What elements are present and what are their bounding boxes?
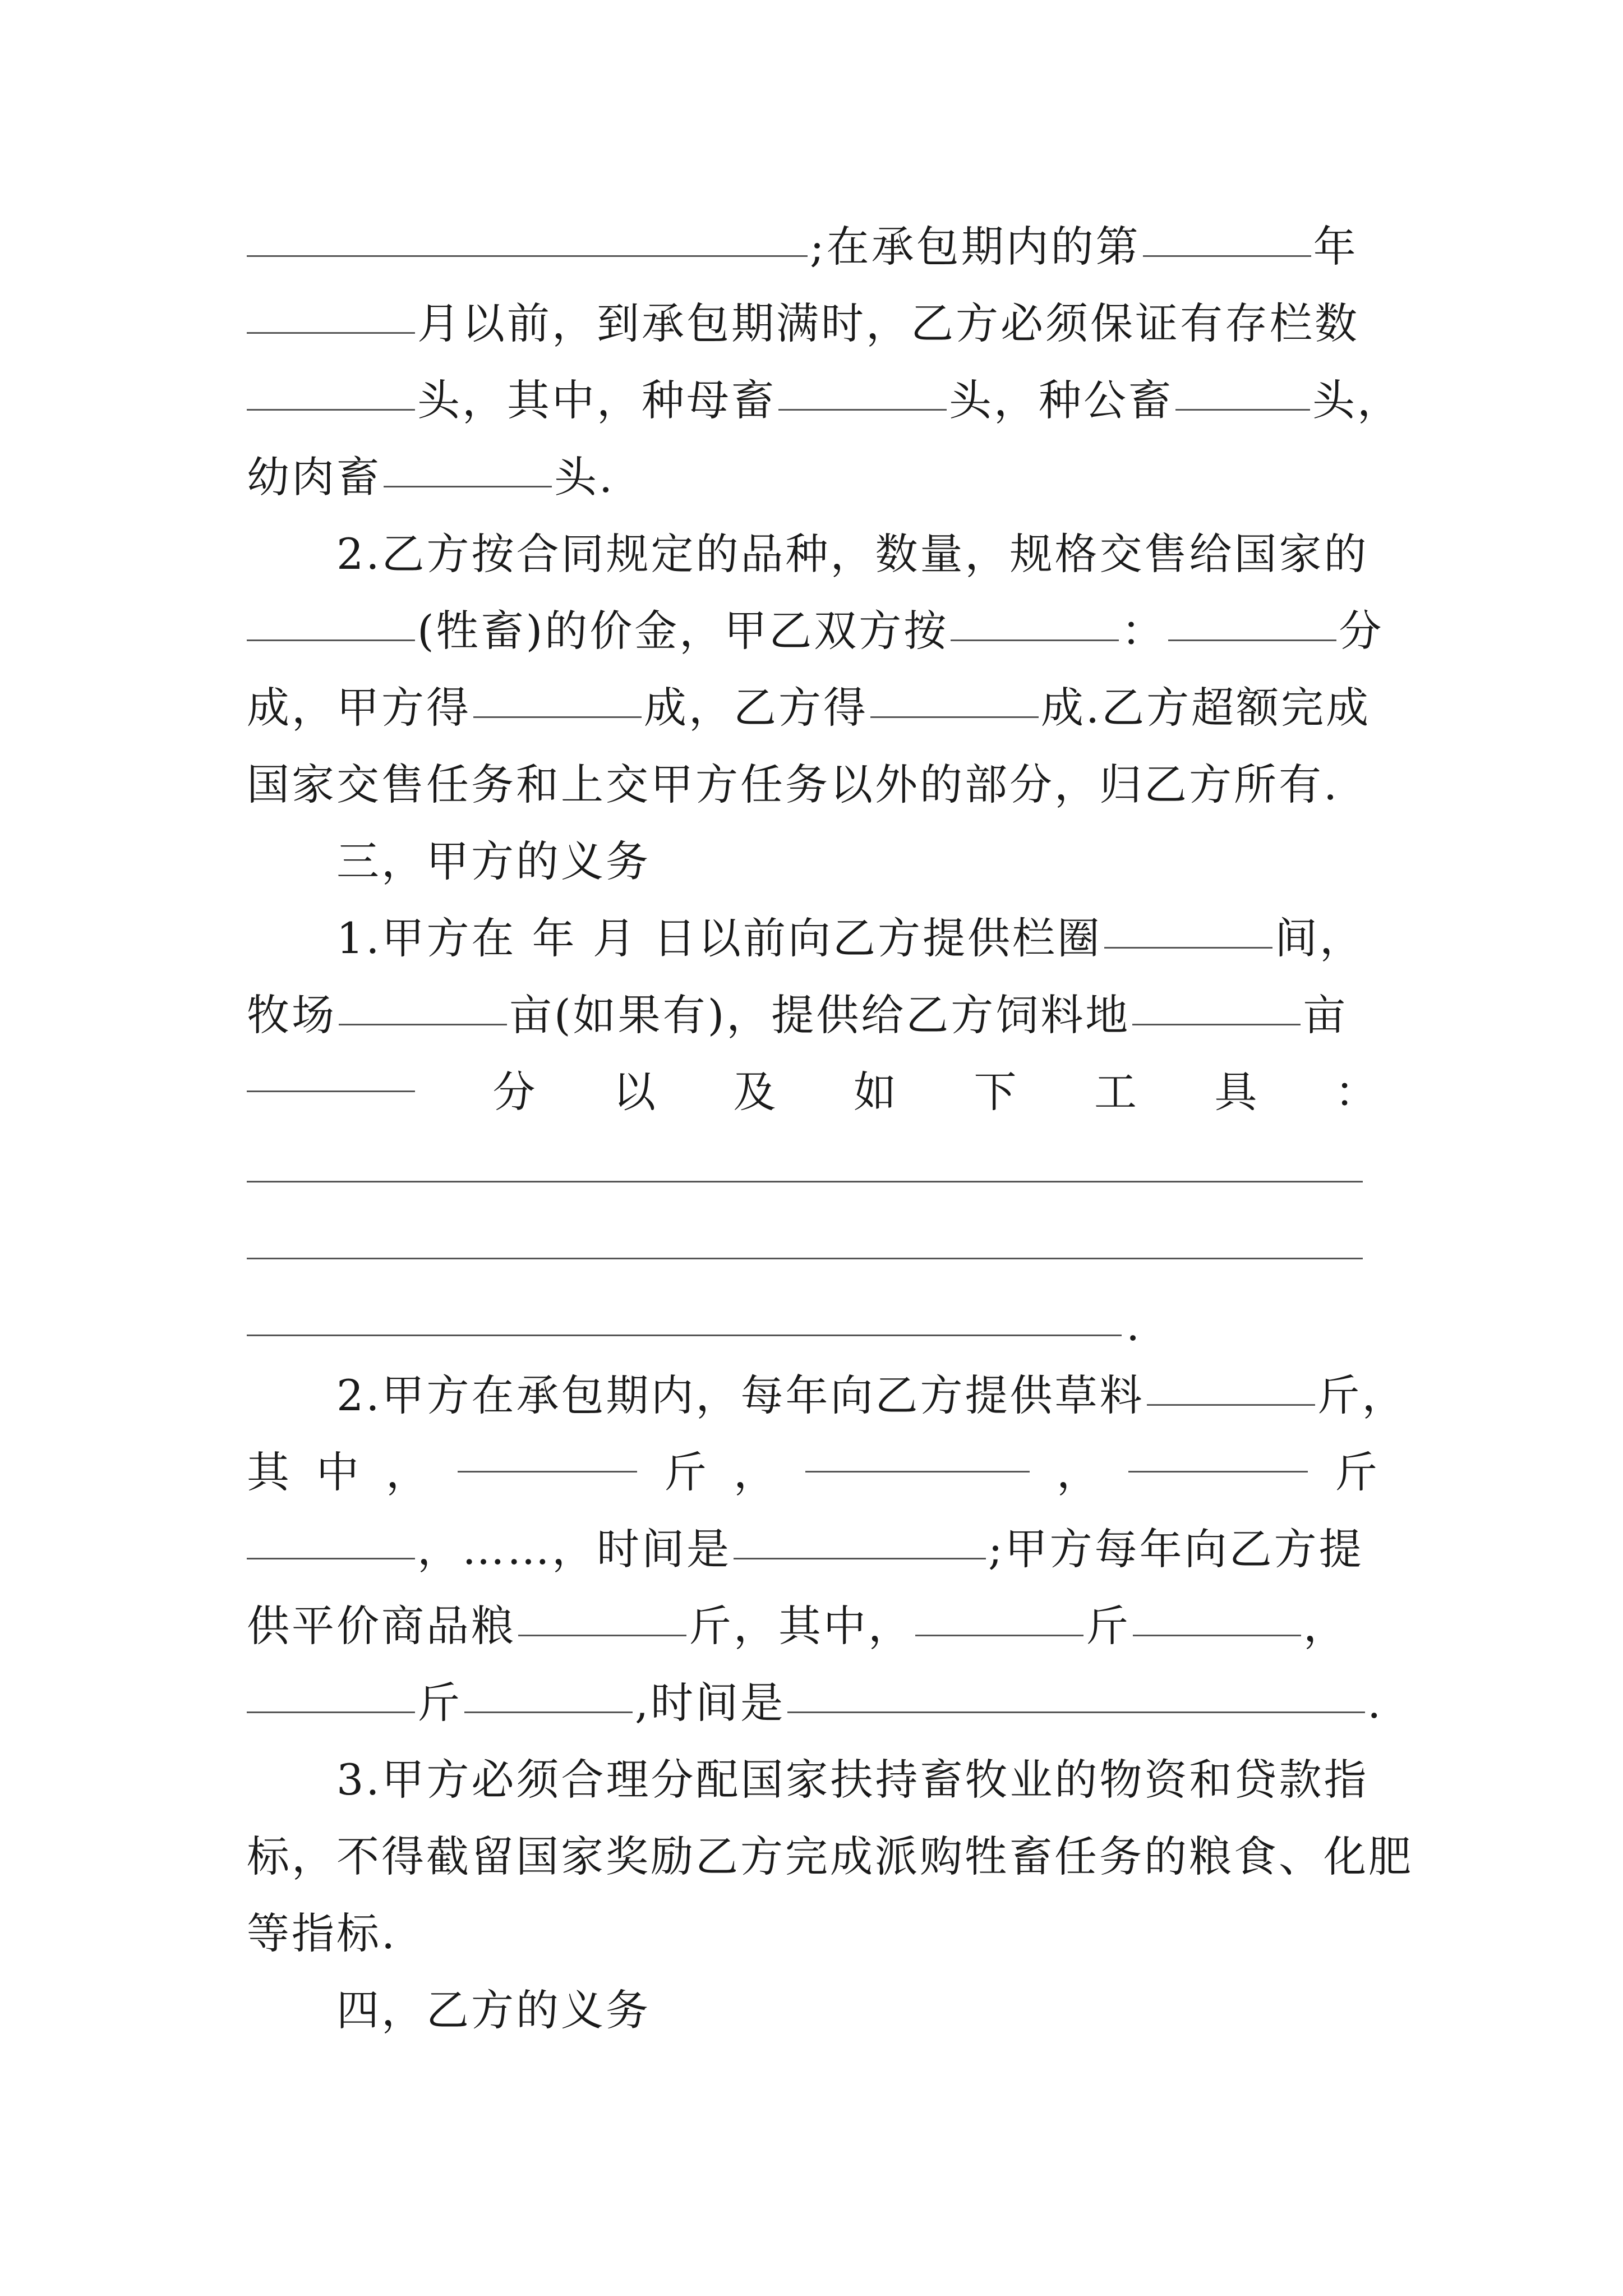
text: 斤， [1317,1370,1407,1420]
fill-blank[interactable] [247,407,415,411]
fill-blank[interactable] [339,1022,507,1025]
fill-blank[interactable] [778,407,947,411]
text: 及 [733,1067,778,1117]
fill-line[interactable] [247,1181,1363,1182]
fill-line[interactable] [247,1258,1363,1259]
text: ， [734,1447,778,1497]
text: 1.甲方在 年 月 日以前向乙方提供栏圈 [336,913,1102,963]
text: 具 [1214,1067,1260,1117]
text: 幼肉畜 [247,452,381,502]
text: 头， [1312,375,1402,425]
para1-line2 [247,290,1380,357]
fill-blank[interactable] [1143,253,1311,257]
fill-blank[interactable] [1128,1469,1308,1473]
duty3-line3: 等指标. [247,1908,398,1958]
fill-blank[interactable] [518,1632,686,1636]
duty2-line1 [336,1362,1407,1429]
text: 中 [316,1447,361,1497]
fill-blank[interactable] [951,637,1119,641]
text: ，……，时间是 [417,1524,731,1574]
fill-blank[interactable] [247,330,415,334]
text: 成.乙方超额完成 [1041,683,1371,733]
text: 如 [854,1067,898,1117]
fill-blank[interactable] [247,253,808,257]
fill-blank[interactable] [1175,407,1310,411]
fill-blank[interactable] [734,1556,986,1559]
end-period: . [1126,1300,1140,1350]
fill-blank[interactable] [1132,1022,1301,1025]
fill-blank[interactable] [464,1709,633,1713]
text: ， [386,1447,431,1497]
fill-blank[interactable] [1104,945,1272,949]
fill-blank[interactable] [915,1632,1083,1636]
fill-blank[interactable] [787,1709,1365,1713]
text: 成，甲方得 [247,683,471,733]
fill-blank[interactable] [1133,1632,1301,1636]
fill-line[interactable] [247,1335,1122,1336]
duty2-line5 [247,1669,1384,1737]
text: 间， [1275,913,1364,963]
duty2-line2 [247,1439,1380,1506]
para1-line1 [247,213,1380,280]
text: 头. [554,452,615,502]
text: . [1367,1678,1384,1728]
duty3-line2: 标，不得截留国家奖励乙方完成派购牲畜任务的粮食、化肥 [247,1832,1413,1881]
text: (牲畜)的价金，甲乙双方按 [417,606,949,656]
fill-blank[interactable] [1147,1402,1315,1406]
text: 月以前，到承包期满时，乙方必须保证有存栏数 [417,298,1359,348]
text: 分 [492,1067,538,1117]
text: 斤 [417,1678,462,1728]
para1-line3 [247,367,1402,434]
text: 头，种公畜 [949,375,1173,425]
text: 牧场 [247,990,336,1040]
duty3-line1: 3.甲方必须合理分配国家扶持畜牧业的物资和贷款指 [336,1755,1369,1805]
fill-blank[interactable] [870,714,1039,718]
text: 下 [974,1067,1019,1117]
text: 2.甲方在承包期内，每年向乙方提供草料 [336,1370,1145,1420]
text: ， [1057,1447,1101,1497]
text: 供平价商品粮 [247,1601,516,1651]
text: ,时间是 [635,1678,786,1728]
fill-blank[interactable] [384,484,552,487]
section-heading-4: 四，乙方的义务 [336,1985,651,2035]
text: ;甲方每年向乙方提 [988,1524,1364,1574]
fill-blank[interactable] [247,1088,415,1092]
para2-line2 [247,597,1384,665]
fill-blank[interactable] [458,1469,637,1473]
para1-line4 [247,444,1380,511]
text: 成，乙方得 [644,683,868,733]
duty1-line2 [247,982,1380,1049]
text: 斤 [1335,1447,1380,1497]
duty1-line3 [247,1059,1380,1126]
text: ： [1335,1067,1380,1117]
para2-line4: 国家交售任务和上交甲方任务以外的部分，归乙方所有. [247,760,1340,809]
text: 以 [613,1067,658,1117]
para2-line3 [247,674,1380,742]
duty2-line3 [247,1516,1380,1583]
fill-blank[interactable] [247,637,415,641]
fill-blank[interactable] [473,714,642,718]
text: 年 [1313,222,1358,272]
text: ： [1121,606,1166,656]
text: 亩(如果有)，提供给乙方饲料地 [509,990,1131,1040]
text: 头，其中，种母畜 [417,375,776,425]
text: 斤，其中， [689,1601,913,1651]
duty1-line1 [336,905,1380,972]
para2-line1: 2.乙方按合同规定的品种，数量，规格交售给国家的 [336,529,1369,579]
duty2-line4 [247,1593,1380,1660]
fill-blank[interactable] [805,1469,1030,1473]
fill-blank[interactable] [247,1556,415,1559]
fill-blank[interactable] [1168,637,1336,641]
text: 工 [1094,1067,1139,1117]
text: ;在承包期内的第 [810,222,1141,272]
text: 斤 [664,1447,709,1497]
text: ， [1303,1601,1348,1651]
text: 亩 [1303,990,1348,1040]
section-heading-3: 三，甲方的义务 [336,836,651,886]
text: 斤 [1086,1601,1131,1651]
fill-blank[interactable] [247,1709,415,1713]
text: 分 [1339,606,1384,656]
text: 其 [247,1447,292,1497]
